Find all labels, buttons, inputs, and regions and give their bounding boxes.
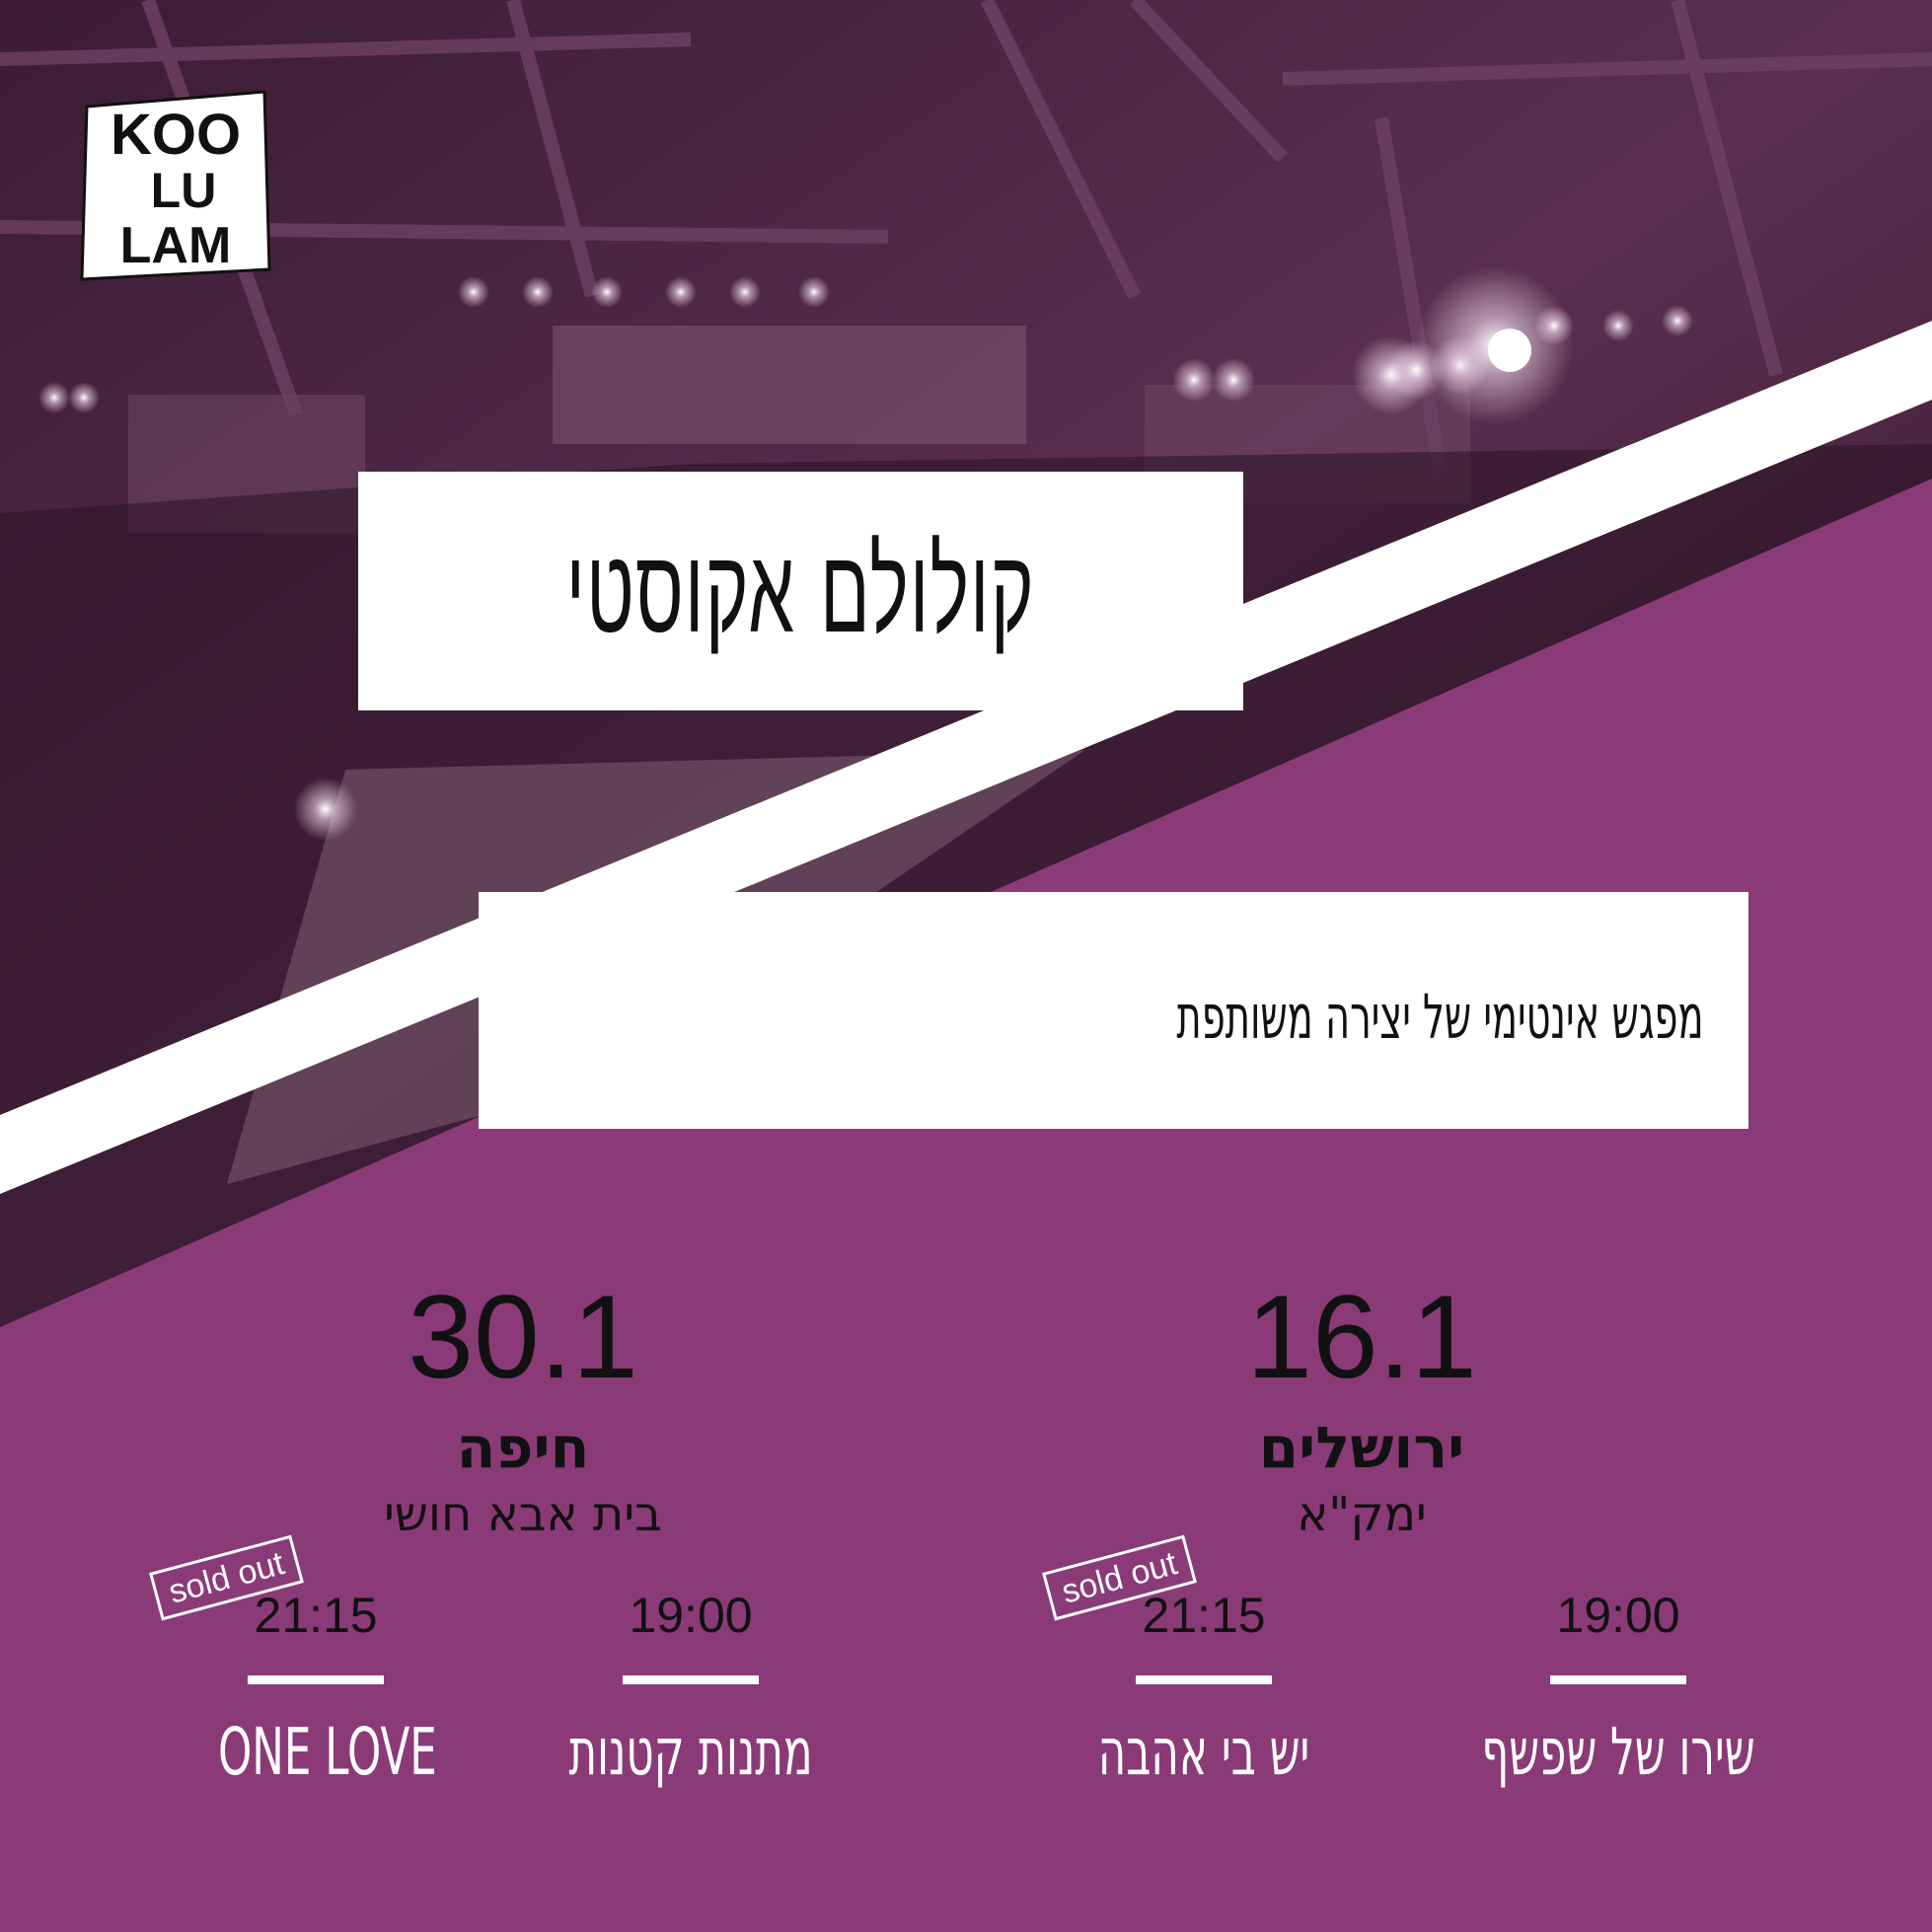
event-venue: בית אבא חושי [384, 1487, 662, 1542]
slot-haifa-2115 [168, 1588, 464, 1790]
slot-time: 21:15 [1142, 1588, 1266, 1643]
divider [623, 1675, 759, 1684]
koolulam-logo [77, 87, 274, 284]
divider [1550, 1675, 1686, 1684]
poster-title: קולולם אקוסטי [565, 522, 1036, 660]
svg-text:LU: LU [150, 163, 217, 218]
slot-time: 19:00 [1556, 1588, 1680, 1643]
svg-text:LAM: LAM [119, 217, 232, 274]
event-venue: ימק"א [1297, 1487, 1427, 1542]
event-city: חיפה [456, 1414, 590, 1481]
slot-song: מתנות קטנות [568, 1714, 813, 1790]
event-date: 30.1 [408, 1271, 638, 1403]
slot-song: ONE LOVE [218, 1714, 437, 1790]
slot-time: 21:15 [254, 1588, 378, 1643]
event-jerusalem [1164, 1271, 1559, 1542]
slot-haifa-1900 [434, 1588, 947, 1790]
poster-subtitle: מפגש אינטימי של יצירה משותפת [1176, 981, 1704, 1053]
svg-text:KOO: KOO [110, 103, 242, 167]
slot-jerusalem-2115 [987, 1588, 1421, 1790]
divider [1136, 1675, 1272, 1684]
event-city: ירושלים [1258, 1414, 1465, 1481]
slot-song: יש בי אהבה [1097, 1714, 1310, 1790]
event-date: 16.1 [1246, 1271, 1477, 1403]
sold-out-stamp: sold out [149, 1535, 304, 1621]
divider [248, 1675, 384, 1684]
subtitle-box [479, 892, 1748, 1129]
slot-song: שירו של שפשף [1481, 1714, 1755, 1790]
slot-jerusalem-1900 [1362, 1588, 1875, 1790]
title-box [358, 472, 1243, 710]
event-haifa [326, 1271, 720, 1542]
slot-time: 19:00 [629, 1588, 753, 1643]
sold-out-stamp: sold out [1042, 1535, 1197, 1621]
